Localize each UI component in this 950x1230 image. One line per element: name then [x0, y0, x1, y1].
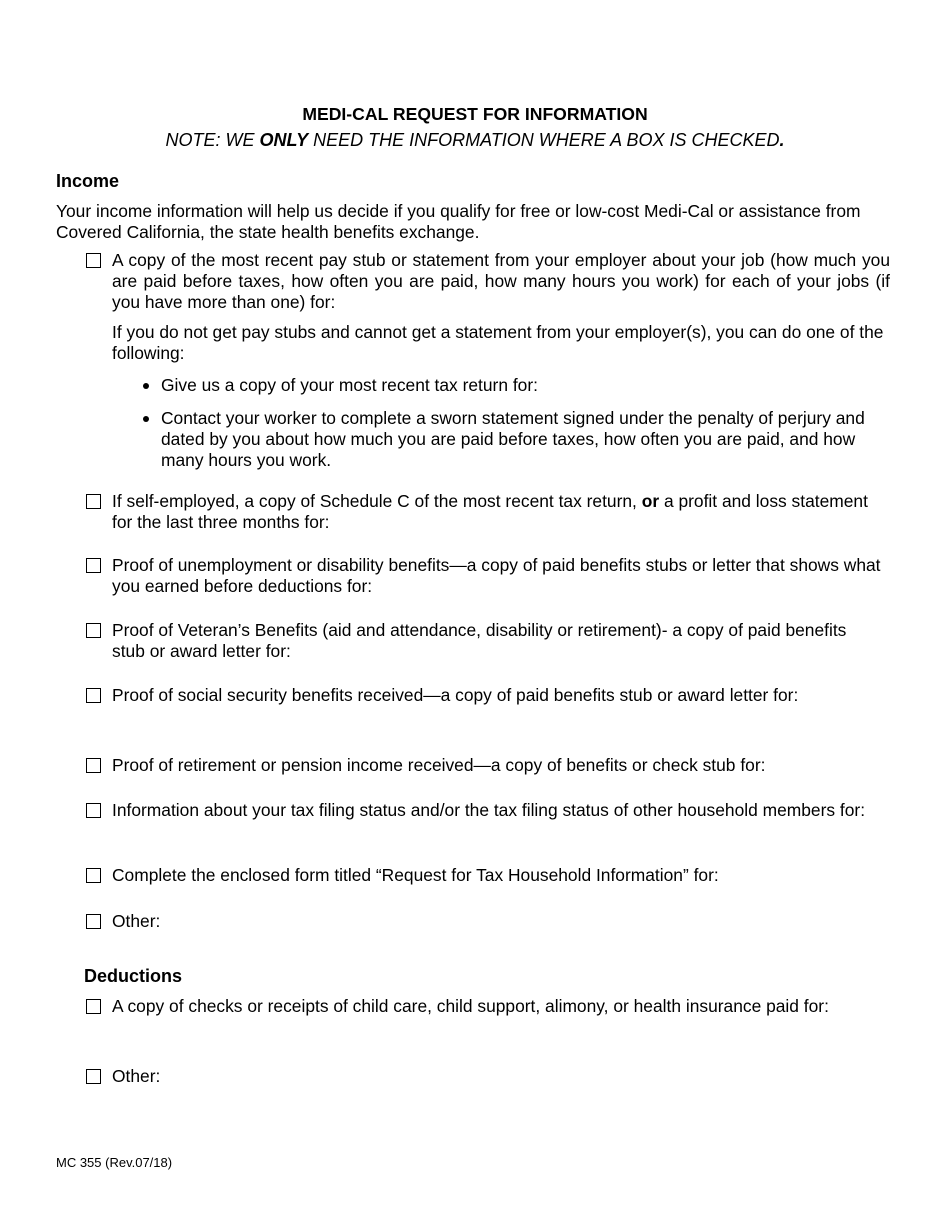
sworn-statement-bullet: Contact your worker to complete a sworn statement signed under the penalty of perjury and dated by you about how much you are paid before taxes, how often you are paid, and how many hours you work.	[161, 408, 865, 470]
unemployment-item-label: Proof of unemployment or disability benefits—a copy of paid benefits stubs or letter that shows what you earned before deductions for:	[112, 555, 881, 596]
child-care-support-item-label: A copy of checks or receipts of child care, child support, alimony, or health insurance paid for:	[112, 996, 829, 1016]
tax-filing-status-item-label: Information about your tax filing status and/or the tax filing status of other household members for:	[112, 800, 866, 820]
income-other-item-label: Other:	[112, 911, 161, 931]
deductions-other-item-label: Other:	[112, 1066, 161, 1086]
deductions-other-checkbox[interactable]	[86, 1069, 101, 1084]
paystub-item-label: A copy of the most recent pay stub or statement from your employer about your job (how much you are paid before taxes, how often you are paid, how many hours you work) for each of your jobs (if you have more than one) for:	[112, 250, 890, 312]
social-security-checkbox[interactable]	[86, 688, 101, 703]
self-employed-label-prefix: If self-employed, a copy of Schedule C of the most recent tax return,	[112, 491, 642, 511]
income-other-checkbox[interactable]	[86, 914, 101, 929]
note-suffix: NEED THE INFORMATION WHERE A BOX IS CHECKED	[308, 130, 780, 150]
bullet-dot	[143, 383, 149, 389]
paystub-alternative-text: If you do not get pay stubs and cannot get a statement from your employer(s), you can do one of the following:	[112, 322, 884, 363]
retirement-checkbox[interactable]	[86, 758, 101, 773]
social-security-item-label: Proof of social security benefits received—a copy of paid benefits stub or award letter for:	[112, 685, 799, 705]
tax-return-bullet: Give us a copy of your most recent tax return for:	[161, 375, 538, 395]
income-heading: Income	[56, 171, 120, 191]
form-id-footer: MC 355 (Rev.07/18)	[56, 1155, 173, 1170]
paystub-checkbox[interactable]	[86, 253, 101, 268]
self-employed-label-suffix: a profit and loss statement for the last three months for:	[112, 491, 868, 532]
tax-household-form-item-label: Complete the enclosed form titled “Request for Tax Household Information” for:	[112, 865, 719, 885]
tax-filing-status-checkbox[interactable]	[86, 803, 101, 818]
income-intro: Your income information will help us decide if you qualify for free or low-cost Medi-Cal or assistance from Covered California, the state health benefits exchange.	[56, 201, 861, 242]
note-prefix: NOTE: WE	[165, 130, 260, 150]
deductions-heading: Deductions	[84, 966, 183, 986]
bullet-dot	[143, 416, 149, 422]
veterans-benefits-checkbox[interactable]	[86, 623, 101, 638]
tax-household-form-checkbox[interactable]	[86, 868, 101, 883]
self-employed-label-emphasis: or	[641, 491, 660, 511]
unemployment-checkbox[interactable]	[86, 558, 101, 573]
form-note	[0, 130, 950, 151]
self-employed-checkbox[interactable]	[86, 494, 101, 509]
veterans-benefits-item-label: Proof of Veteran’s Benefits (aid and attendance, disability or retirement)- a copy of paid benefits stub or award letter for:	[112, 620, 847, 661]
note-emphasis: ONLY	[259, 130, 309, 150]
child-care-support-checkbox[interactable]	[86, 999, 101, 1014]
note-period: .	[779, 130, 785, 150]
form-title: MEDI-CAL REQUEST FOR INFORMATION	[302, 104, 648, 124]
retirement-item-label: Proof of retirement or pension income received—a copy of benefits or check stub for:	[112, 755, 766, 775]
self-employed-item-label	[112, 491, 892, 533]
